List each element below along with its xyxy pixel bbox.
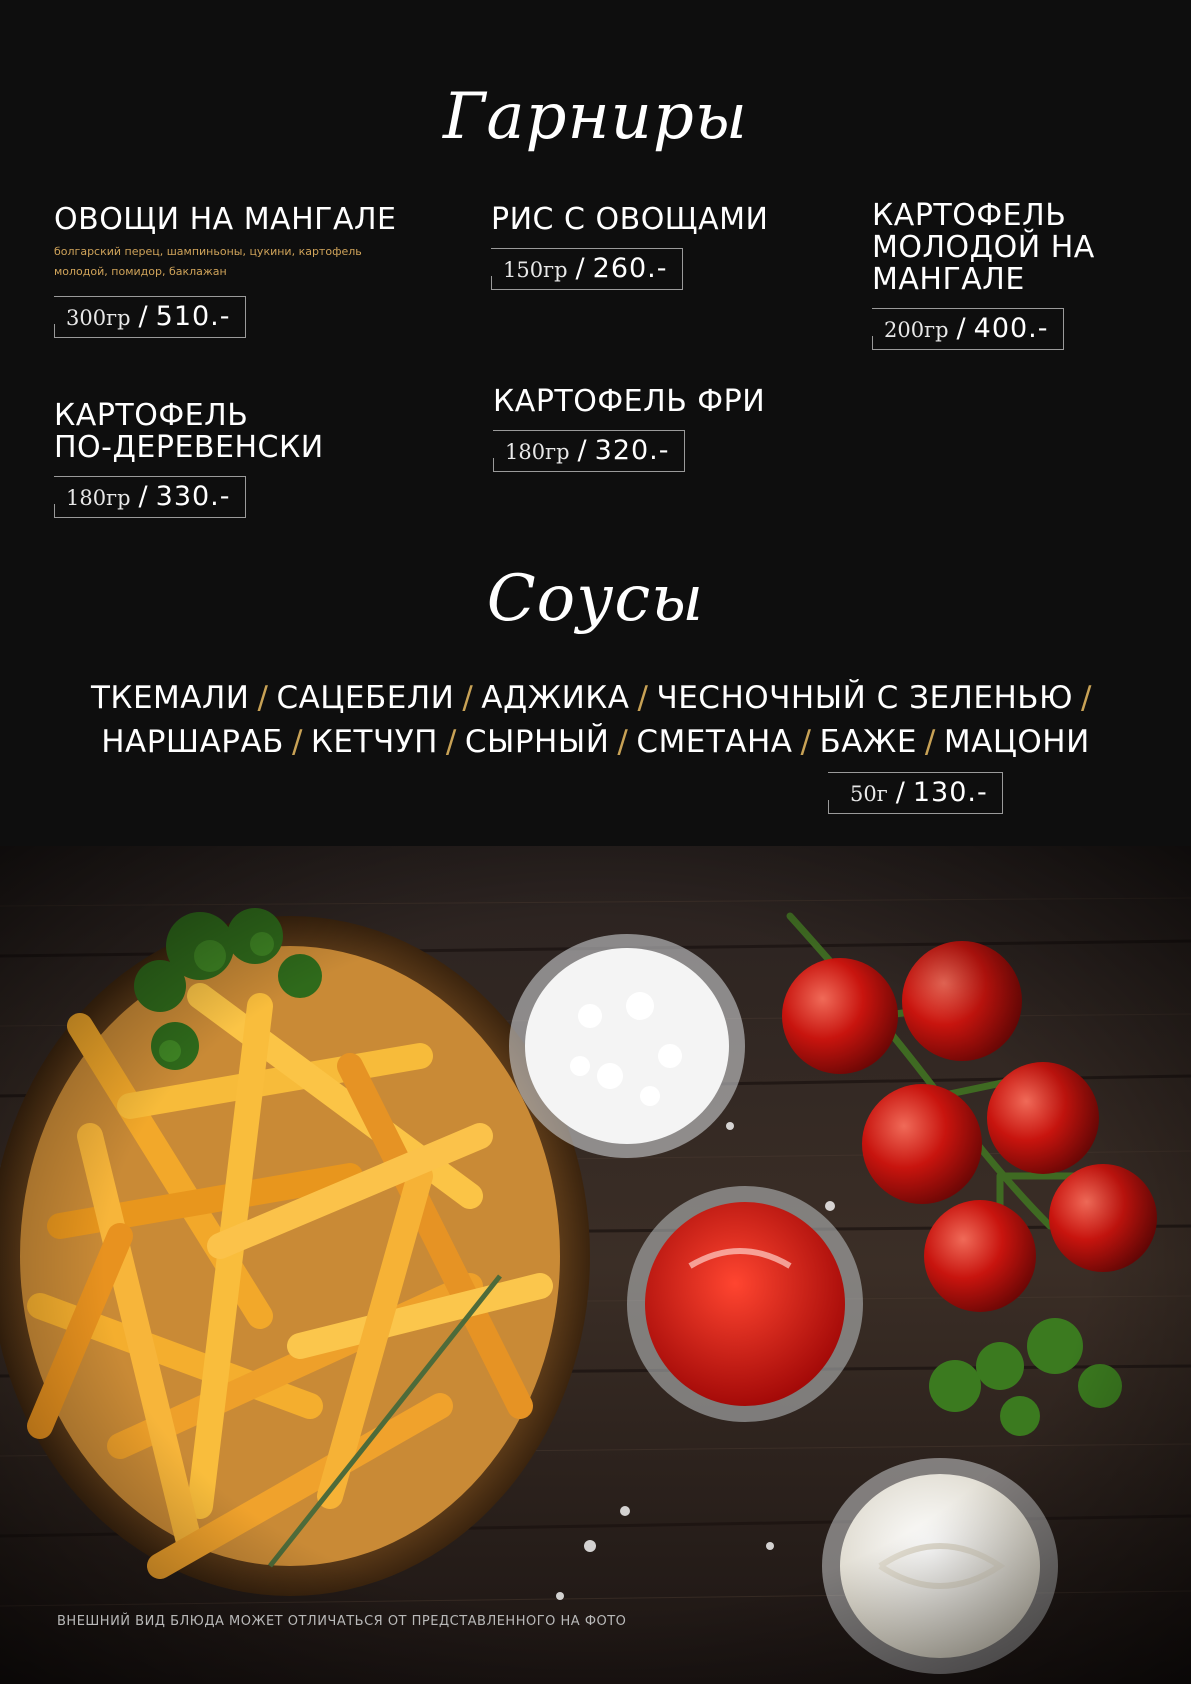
dish-name: КАРТОФЕЛЬ ФРИ	[493, 384, 766, 419]
sauce-item: АДЖИКА	[481, 680, 630, 716]
price-separator: /	[138, 301, 148, 332]
sauce-item: НАРШАРАБ	[101, 724, 284, 760]
sauce-separator: /	[617, 724, 629, 760]
dish-country-potatoes	[54, 400, 324, 518]
price-tag	[491, 248, 683, 290]
portion-weight: 150гр	[503, 258, 568, 282]
sauces-line-2	[40, 720, 1151, 764]
price-amount: 130.-	[912, 777, 988, 808]
dish-rice-vegetables	[491, 204, 768, 290]
food-photo-illustration	[0, 846, 1191, 1684]
price-separator: /	[138, 481, 148, 512]
sauce-item: СЫРНЫЙ	[464, 724, 610, 760]
price-amount: 400.-	[973, 313, 1049, 344]
sauce-separator: /	[800, 724, 812, 760]
sauce-separator: /	[445, 724, 457, 760]
price-amount: 510.-	[155, 301, 231, 332]
sauce-separator: /	[462, 680, 474, 716]
garnishes-heading: Гарниры	[443, 80, 748, 154]
dish-vegetables-grill	[54, 204, 397, 338]
dish-young-potatoes-grill	[872, 200, 1095, 350]
sauce-separator: /	[924, 724, 936, 760]
sauces-line-1	[40, 676, 1151, 720]
sauce-item: БАЖЕ	[819, 724, 917, 760]
sauce-item: МАЦОНИ	[943, 724, 1090, 760]
sauce-item: САЦЕБЕЛИ	[276, 680, 455, 716]
dish-name: РИС С ОВОЩАМИ	[491, 202, 769, 237]
price-tag	[54, 296, 246, 338]
dish-description: болгарский перец, шампиньоны, цукини, картофель молодой, помидор, баклажан	[54, 245, 362, 278]
sauce-separator: /	[257, 680, 269, 716]
portion-weight: 180гр	[66, 486, 131, 510]
dish-name: КАРТОФЕЛЬ МОЛОДОЙ НА МАНГАЛЕ	[872, 198, 1095, 297]
price-amount: 320.-	[594, 435, 670, 466]
portion-weight: 50г	[850, 782, 888, 806]
disclaimer-text: ВНЕШНИЙ ВИД БЛЮДА МОЖЕТ ОТЛИЧАТЬСЯ ОТ ПРЕДСТАВЛЕННОГО НА ФОТО	[57, 1614, 627, 1629]
price-separator: /	[956, 313, 966, 344]
dish-name: ОВОЩИ НА МАНГАЛЕ	[54, 202, 397, 237]
sauce-item: ЧЕСНОЧНЫЙ С ЗЕЛЕНЬЮ	[656, 680, 1074, 716]
sauce-item: СМЕТАНА	[636, 724, 793, 760]
price-separator: /	[895, 777, 905, 808]
price-separator: /	[575, 253, 585, 284]
food-photo	[0, 846, 1191, 1684]
sauces-heading: Соусы	[486, 562, 705, 636]
price-tag	[872, 308, 1064, 350]
sauce-item: ТКЕМАЛИ	[91, 680, 250, 716]
portion-weight: 200гр	[884, 318, 949, 342]
price-separator: /	[577, 435, 587, 466]
price-tag	[493, 430, 685, 472]
sauces-list	[40, 676, 1151, 764]
price-amount: 330.-	[155, 481, 231, 512]
portion-weight: 180гр	[505, 440, 570, 464]
sauce-separator: /	[1081, 680, 1092, 716]
sauce-item: КЕТЧУП	[310, 724, 438, 760]
dish-name: КАРТОФЕЛЬ ПО-ДЕРЕВЕНСКИ	[54, 398, 324, 465]
price-tag	[828, 772, 1003, 814]
portion-weight: 300гр	[66, 306, 131, 330]
sauce-separator: /	[637, 680, 649, 716]
price-amount: 260.-	[592, 253, 668, 284]
sauces-price	[828, 772, 1003, 814]
sauce-separator: /	[291, 724, 303, 760]
dish-french-fries	[493, 386, 765, 472]
price-tag	[54, 476, 246, 518]
